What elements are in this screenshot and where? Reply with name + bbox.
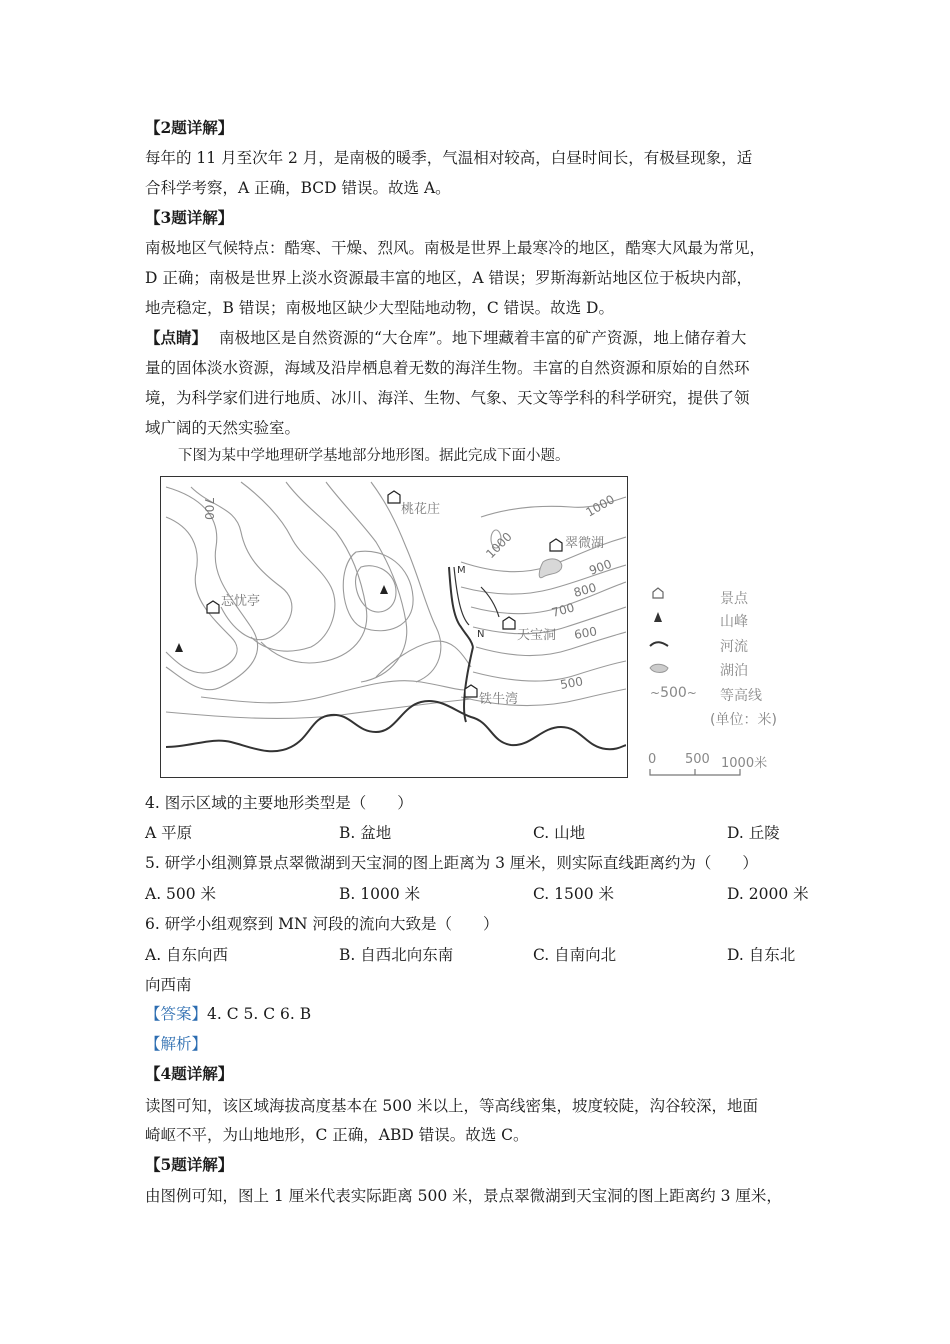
q5-option-c: C. 1500 米 bbox=[533, 885, 615, 903]
legend-contour-sample: ~500~ bbox=[650, 685, 697, 701]
answer-text: 4. C 5. C 6. B bbox=[207, 1005, 312, 1023]
legend-contour-value: 500 bbox=[660, 685, 687, 701]
q6-option-b: B. 自西北向东南 bbox=[339, 946, 454, 964]
scenic-spot-icon bbox=[550, 539, 562, 551]
q6-option-d-wrap: 向西南 bbox=[145, 976, 192, 994]
legend-item: 等高线 bbox=[720, 688, 762, 704]
scale-label: 1000米 bbox=[721, 756, 768, 771]
q4-option-b: B. 盆地 bbox=[339, 824, 392, 842]
q4-detail-heading: 【4题详解】 bbox=[145, 1064, 234, 1083]
q4-detail-line: 读图可知，该区域海拔高度基本在 500 米以上，等高线密集，坡度较陡，沟谷较深，地面 bbox=[145, 1097, 758, 1115]
contour-label: 700 bbox=[202, 497, 216, 520]
contour-label: 800 bbox=[572, 580, 598, 600]
peak-icon bbox=[380, 585, 388, 594]
q5-detail-heading: 【5题详解】 bbox=[145, 1155, 234, 1174]
lake-icon bbox=[650, 664, 668, 672]
scale-label: 500 bbox=[685, 752, 710, 767]
q5-option-d: D. 2000 米 bbox=[727, 885, 809, 903]
dianjing-text-line: 量的固体淡水资源，海域及沿岸栖息着无数的海洋生物。丰富的自然资源和原始的自然环 bbox=[145, 359, 750, 377]
point-label-m: M bbox=[457, 565, 466, 576]
q5-stem: 5. 研学小组测算景点翠微湖到天宝洞的图上距离为 3 厘米，则实际直线距离约为（ ） bbox=[145, 854, 758, 872]
analysis-heading: 【解析】 bbox=[145, 1035, 208, 1053]
scenic-spot-icon bbox=[653, 588, 663, 598]
q3-text-line: 地壳稳定，B 错误；南极地区缺少大型陆地动物，C 错误。故选 D。 bbox=[145, 299, 614, 317]
scenic-spot-icon bbox=[465, 685, 477, 697]
dianjing-text: 南极地区是自然资源的“大仓库”。地下埋藏着丰富的矿产资源，地上储存着大 bbox=[219, 329, 747, 347]
q4-stem: 4. 图示区域的主要地形类型是（ ） bbox=[145, 794, 413, 812]
dianjing-text-line: 境，为科学家们进行地质、冰川、海洋、生物、气象、天文等学科的科学研究，提供了领 bbox=[145, 389, 750, 407]
q2-text-line: 合科学考察，A 正确，BCD 错误。故选 A。 bbox=[145, 179, 451, 197]
contour-label: 700 bbox=[550, 600, 576, 620]
place-label: 忘忧亭 bbox=[221, 594, 261, 609]
topographic-map-svg bbox=[161, 477, 626, 776]
legend-item: 景点 bbox=[720, 591, 748, 607]
place-label: 翠微湖 bbox=[565, 536, 605, 551]
scenic-spot-icon bbox=[207, 601, 219, 613]
peak-icon bbox=[175, 643, 183, 652]
q6-option-c: C. 自南向北 bbox=[533, 946, 617, 964]
dianjing-first-line bbox=[145, 328, 746, 348]
scale-bar bbox=[648, 767, 748, 777]
q4-option-d: D. 丘陵 bbox=[727, 824, 780, 842]
point-label-n: N bbox=[477, 629, 485, 640]
contour-label: 1000 bbox=[583, 492, 617, 520]
q4-option-a: A 平原 bbox=[145, 824, 193, 842]
contour-label: 500 bbox=[559, 674, 585, 692]
map-intro: 下图为某中学地理研学基地部分地形图。据此完成下面小题。 bbox=[178, 448, 570, 464]
q6-option-a: A. 自东向西 bbox=[145, 946, 229, 964]
q5-option-a: A. 500 米 bbox=[145, 885, 217, 903]
q6-stem: 6. 研学小组观察到 MN 河段的流向大致是（ ） bbox=[145, 915, 499, 933]
q3-heading: 【3题详解】 bbox=[145, 208, 234, 227]
legend-item: 湖泊 bbox=[720, 663, 748, 679]
place-label: 桃花庄 bbox=[401, 502, 441, 517]
q6-option-d: D. 自东北 bbox=[727, 946, 796, 964]
place-label: 天宝洞 bbox=[517, 628, 557, 643]
scenic-spot-icon bbox=[503, 617, 515, 629]
contour-label: 600 bbox=[573, 624, 599, 642]
dianjing-text-line: 域广阔的天然实验室。 bbox=[145, 419, 301, 437]
place-label: 铁牛湾 bbox=[479, 692, 519, 707]
q4-option-c: C. 山地 bbox=[533, 824, 586, 842]
contour-label: 1000 bbox=[483, 529, 515, 562]
peak-icon bbox=[654, 612, 662, 622]
answer-line bbox=[145, 1004, 311, 1024]
river-icon bbox=[650, 642, 668, 646]
topographic-map bbox=[160, 476, 628, 778]
dianjing-heading: 【点睛】 bbox=[145, 328, 208, 347]
q2-text-line: 每年的 11 月至次年 2 月，是南极的暖季，气温相对较高，白昼时间长，有极昼现象，适 bbox=[145, 149, 753, 167]
q3-text-line: 南极地区气候特点：酷寒、干燥、烈风。南极是世界上最寒冷的地区，酷寒大风最为常见， bbox=[145, 239, 766, 257]
q5-detail-line: 由图例可知，图上 1 厘米代表实际距离 500 米，景点翠微湖到天宝洞的图上距离约 3 厘米， bbox=[145, 1187, 782, 1205]
q3-text-line: D 正确；南极是世界上淡水资源最丰富的地区，A 错误；罗斯海新站地区位于板块内部， bbox=[145, 269, 752, 287]
legend-item: (单位：米) bbox=[710, 712, 777, 728]
legend-item: 河流 bbox=[720, 639, 748, 655]
scale-label: 0 bbox=[648, 752, 657, 767]
contour-label: 900 bbox=[587, 556, 614, 578]
q5-option-b: B. 1000 米 bbox=[339, 885, 421, 903]
scenic-spot-icon bbox=[388, 491, 400, 503]
q2-heading: 【2题详解】 bbox=[145, 118, 234, 137]
q4-detail-line: 崎岖不平，为山地地形，C 正确，ABD 错误。故选 C。 bbox=[145, 1126, 529, 1144]
legend-item: 山峰 bbox=[720, 614, 748, 630]
answer-heading: 【答案】 bbox=[145, 1005, 208, 1023]
